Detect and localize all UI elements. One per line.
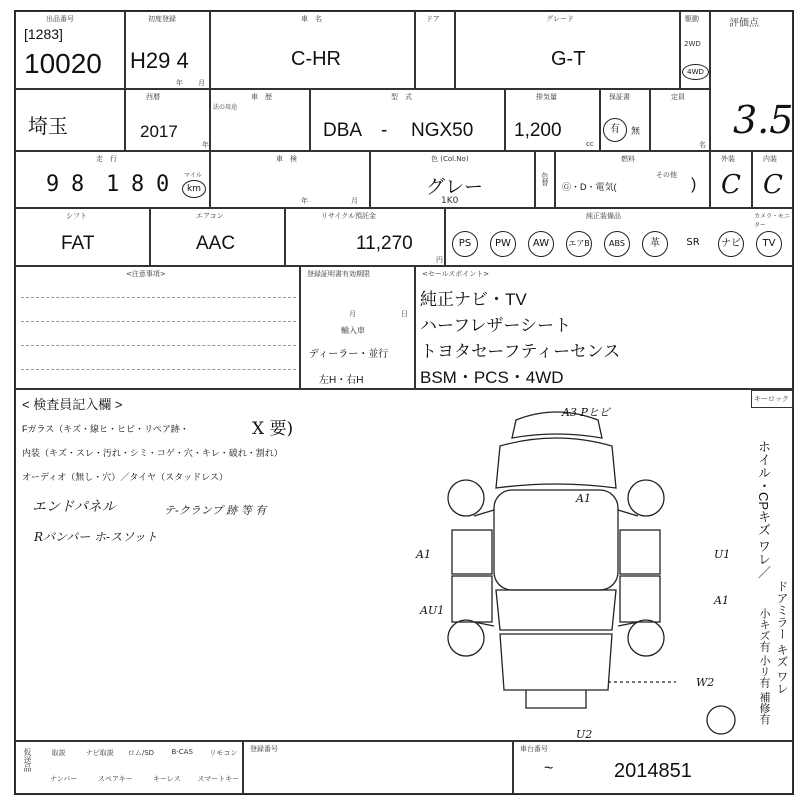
mileage-unit-circle (182, 180, 206, 198)
sales-point-2: ハーフレザーシート (420, 316, 572, 335)
color-change-label: 色替 (541, 172, 549, 186)
inspector-line-2: 内装（キズ・スレ・汚れ・シミ・コゲ・穴・キレ・破れ・割れ） (22, 448, 283, 458)
mileage-prefix: マイル (184, 172, 202, 179)
shaken-month: 月 (351, 197, 358, 205)
recycle-label: リサイクル預託金 (321, 212, 377, 220)
model-name-label: 車 名 (301, 15, 322, 23)
fuel-label: 燃料 (621, 155, 635, 163)
caution-label: <注意事項> (126, 270, 166, 278)
equipment-box (445, 208, 793, 266)
car-right-front-door (620, 530, 660, 574)
lot-box (15, 11, 125, 89)
accessory-item: スペアキー (97, 775, 133, 783)
wheel-left-front (448, 480, 484, 516)
displacement-label: 排気量 (536, 93, 557, 101)
mark-left-rear-door: AU1 (420, 604, 445, 617)
mileage-digit-2: 8 (71, 172, 85, 197)
car-roof (494, 490, 618, 590)
exterior-label: 外装 (721, 155, 735, 163)
accessory-item: ロム/SD (127, 749, 155, 757)
drive-label: 駆動 (685, 15, 699, 23)
mark-rear-bumper: U2 (576, 728, 593, 741)
accessories-label: 仮送品 (23, 748, 32, 772)
shift-label: シフト (66, 212, 87, 220)
western-label: 西暦 (146, 93, 160, 101)
steering: 左H・右H (319, 375, 364, 386)
first-reg-label: 初度登録 (148, 15, 176, 23)
type-label: 型 式 (391, 93, 412, 101)
color: グレー (426, 177, 484, 198)
exterior-grade: C (721, 170, 741, 200)
mark-right-rear-door: A1 (714, 594, 729, 607)
import-value: ディーラー・並行 (309, 349, 389, 360)
mileage-digit-4: 8 (131, 172, 145, 197)
exhibit-no-label: 出品番号 (46, 15, 74, 23)
accessory-item: 取説 (51, 749, 66, 757)
color-code: 1K0 (441, 196, 459, 206)
caution-line (21, 345, 296, 346)
year-suffix: 年 (202, 141, 209, 149)
warranty-no: 無 (631, 126, 641, 136)
accessory-item: リモコン (209, 749, 238, 757)
car-left-front-door (452, 530, 492, 574)
sales-label: <セールスポイント> (422, 270, 490, 278)
ac-box (150, 208, 285, 266)
handwritten-note-2: テ-クランプ 跡 等 有 (164, 504, 267, 517)
mileage-digit-5: 0 (156, 172, 170, 197)
registration-box (300, 266, 415, 389)
fuel-box (555, 151, 710, 208)
fuel-options: Ⓖ・D・電気( (562, 182, 617, 192)
fuel-other: その他 (656, 171, 677, 179)
key-lock-label: キーロック (754, 395, 789, 403)
accessory-item: キーレス (152, 775, 181, 783)
equipment-label: 純正装備品 (586, 212, 621, 220)
model-year: 2017 (140, 122, 178, 141)
ac: AAC (196, 233, 236, 254)
wheel-right-front (628, 480, 664, 516)
type-prefix: DBA (323, 120, 363, 141)
drive-4wd-circle (682, 64, 709, 80)
location: 埼玉 (28, 116, 68, 138)
accessory-item: スマートキー (197, 775, 240, 783)
sales-box (415, 266, 793, 389)
color-label: 色 (Col.No) (431, 155, 469, 163)
equipment-item: PS (452, 231, 478, 257)
warranty-yes: 有 (610, 124, 620, 135)
sales-point-3: トヨタセーフティーセンス (420, 342, 621, 361)
capacity-box (650, 89, 710, 151)
ac-label: エアコン (196, 212, 224, 220)
car-diagram (376, 390, 736, 742)
shift: FAT (61, 233, 95, 254)
mileage-unit: km (187, 184, 201, 194)
reg-day: 日 (401, 310, 408, 318)
car-left-rear-door (452, 576, 492, 622)
fuel-close: ) (691, 176, 697, 193)
first-reg: H29 4 (130, 48, 189, 73)
wheel-left-rear (448, 620, 484, 656)
warranty-box (600, 89, 650, 151)
lot-code: [1283] (24, 26, 63, 42)
handwritten-note-1: エンドパネル (32, 499, 116, 515)
inspector-box (15, 389, 793, 741)
drive-box (680, 11, 710, 89)
exterior-box (710, 151, 752, 208)
score: 3.5 (733, 98, 794, 142)
chassis-mark: ~ (544, 760, 554, 777)
door-box (415, 11, 455, 89)
reg-month: 月 (349, 310, 356, 318)
color-box (370, 151, 535, 208)
car-rear-glass (496, 590, 616, 630)
drive-2wd: 2WD (684, 40, 701, 48)
equipment-item: AW (528, 231, 554, 257)
yen-label: 円 (436, 256, 443, 264)
wheel-right-rear (628, 620, 664, 656)
mileage-label: 走 行 (96, 155, 117, 163)
mileage-digit-1: 9 (46, 172, 60, 197)
grade-box (455, 11, 680, 89)
sales-point-4: BSM・PCS・4WD (420, 368, 564, 387)
car-trunk (500, 634, 612, 690)
capacity-unit: 名 (699, 141, 706, 149)
displacement: 1,200 (514, 120, 562, 141)
vehicle-type-box (210, 89, 310, 151)
inspector-line-3: オーディオ（無し・穴）／タイヤ（スタッドレス） (22, 472, 228, 482)
model-year-box (125, 89, 210, 151)
grade: G-T (551, 48, 586, 70)
mileage-box (15, 151, 210, 208)
equipment-item: 革 (642, 231, 668, 257)
import-label: 輸入車 (341, 326, 365, 335)
shaken-year: 年 (301, 197, 308, 205)
side-text-scratch: 小キズ有 小リ有 補修有 (758, 608, 770, 725)
caution-line (21, 369, 296, 370)
accessory-row-1 (38, 746, 244, 766)
vehicle-type-sub: 法の用途 (213, 104, 238, 111)
color-change-box (535, 151, 555, 208)
auction-sheet (14, 10, 794, 795)
interior-grade: C (763, 170, 783, 200)
caution-line (21, 297, 296, 298)
lot-number: 10020 (24, 48, 102, 79)
location-box (15, 89, 125, 151)
score-box (710, 11, 793, 151)
type-box (310, 89, 505, 151)
first-reg-box (125, 11, 210, 89)
reg-number-box (243, 741, 513, 794)
mark-right-front-door: U1 (714, 548, 731, 561)
camera-label: カメラ・モニター (754, 213, 791, 229)
accessory-row-2 (38, 772, 244, 792)
recycle-box (285, 208, 445, 266)
reg-number-label: 登録番号 (250, 745, 278, 753)
chassis-label: 車台番号 (520, 745, 548, 753)
inspection-box (210, 151, 370, 208)
side-text-mirror: ドアミラー キズ ワレ (775, 580, 789, 695)
equipment-item: TV (756, 231, 782, 257)
mileage-digit-3: 1 (106, 172, 120, 197)
equipment-item: エアB (566, 231, 592, 257)
year-label: 年 (176, 79, 183, 87)
key-lock-box (751, 390, 794, 408)
mark-windshield: A3 Pヒビ (562, 406, 610, 419)
sales-point-1: 純正ナビ・TV (420, 290, 527, 309)
equipment-item: ABS (604, 231, 630, 257)
equipment-item: PW (490, 231, 516, 257)
chassis-number: 2014851 (614, 760, 692, 782)
equipment-list (446, 229, 794, 259)
model-name: C-HR (291, 48, 341, 70)
mark-rear-quarter: W2 (696, 676, 715, 689)
capacity-label: 定員 (671, 93, 685, 101)
caution-line (21, 321, 296, 322)
type-code: NGX50 (411, 120, 474, 141)
mark-roof: A1 (576, 492, 591, 505)
car-roof-front (496, 438, 616, 488)
equipment-item: ナビ (718, 231, 744, 257)
accessory-item: ナビ取説 (85, 749, 114, 757)
grade-label: グレード (546, 15, 574, 23)
inspector-title: < 検査員記入欄 > (22, 397, 123, 412)
accessories-box (15, 741, 243, 794)
interior-box (752, 151, 793, 208)
mark-left-front-door: A1 (416, 548, 431, 561)
drive-4wd: 4WD (687, 68, 704, 76)
caution-box (15, 266, 300, 389)
spare-wheel (707, 706, 735, 734)
inspector-line-1: Fガラス（キズ・線ヒ・ヒビ・リペア跡・ (22, 424, 189, 434)
accessory-item: B-CAS (171, 748, 193, 756)
chassis-box (513, 741, 793, 794)
warranty-label: 保証書 (609, 93, 630, 101)
month-label: 月 (198, 79, 205, 87)
cc-label: cc (586, 140, 594, 148)
shift-box (15, 208, 150, 266)
type-dash: - (381, 120, 388, 141)
accessory-item: ナンバー (50, 775, 78, 783)
displacement-box (505, 89, 600, 151)
reg-expiry-label: 登録証明書有効期限 (307, 270, 370, 278)
model-box (210, 11, 415, 89)
handwritten-note-3: Rバンパー ホ-スソット (34, 530, 158, 544)
inspector-line-1-mark: X 要) (252, 419, 294, 439)
score-label: 評価点 (729, 18, 759, 29)
car-right-rear-door (620, 576, 660, 622)
door-label: ドア (426, 15, 440, 23)
inspection-label: 車 検 (276, 155, 297, 163)
recycle: 11,270 (356, 233, 413, 254)
interior-label: 内装 (763, 155, 777, 163)
warranty-yes-circle (603, 118, 627, 142)
side-text-wheel: ホイル・CPキズ ワレ／ (756, 440, 771, 579)
equipment-item: SR (686, 237, 700, 248)
vehicle-type-label: 車 歴 (251, 93, 272, 101)
